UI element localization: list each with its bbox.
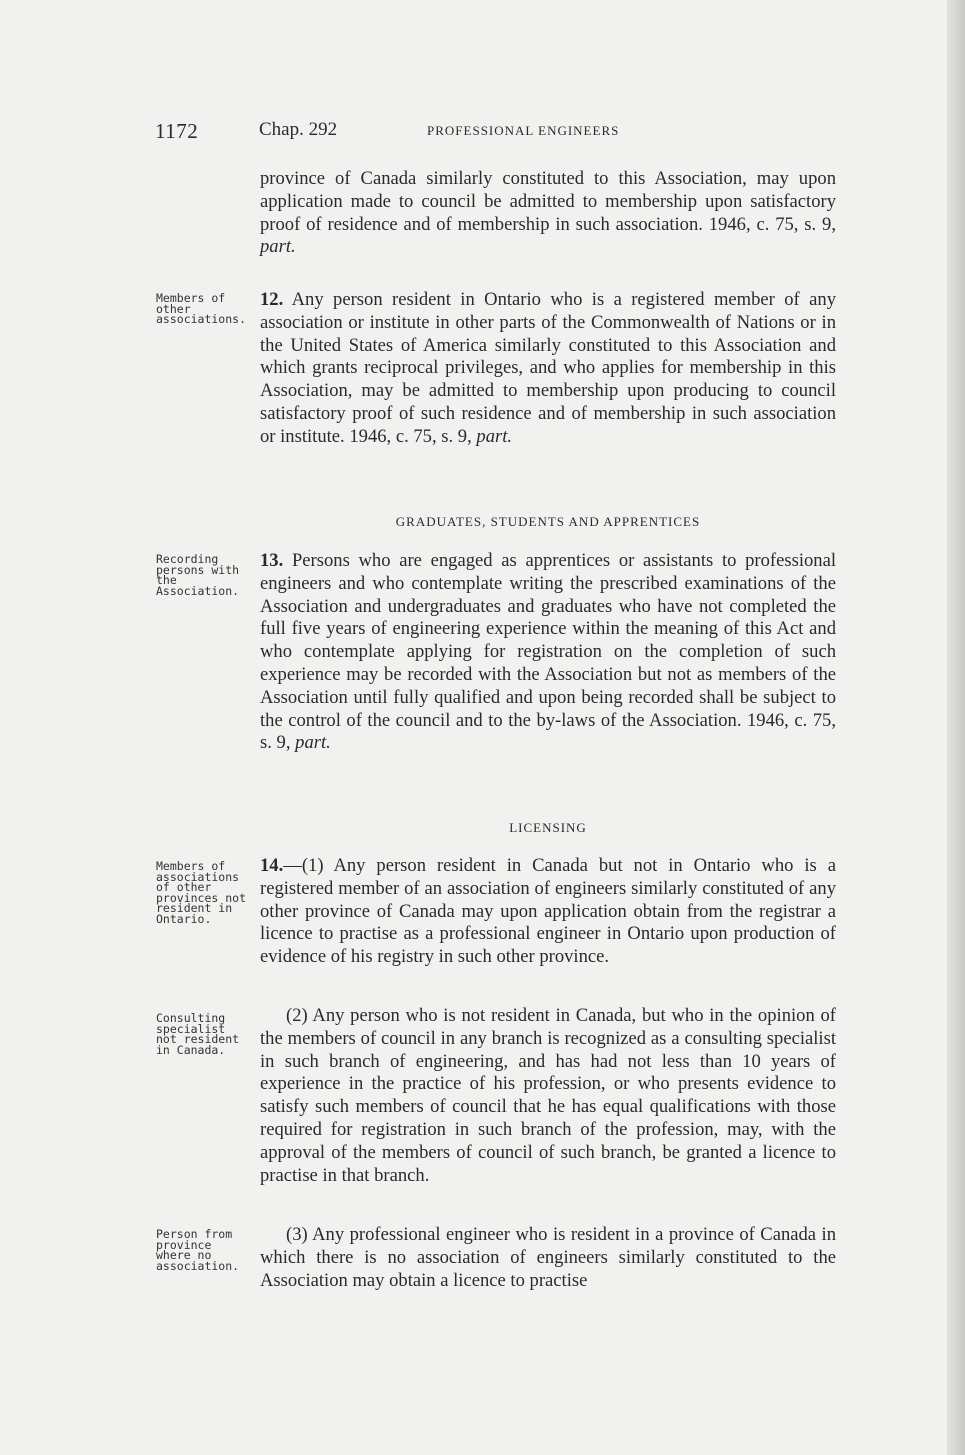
page-number: 1172 xyxy=(155,119,199,143)
page-edge-shadow xyxy=(947,0,965,1455)
heading-licensing: LICENSING xyxy=(509,820,587,835)
section-12 xyxy=(260,289,836,449)
part-citation: part. xyxy=(295,732,331,754)
running-title: PROFESSIONAL ENGINEERS xyxy=(427,123,620,138)
section-text: (3) Any professional engineer who is resident in a province of Canada in which there is no association of engineers similarly constituted to the Association may obtain a licence to practise xyxy=(260,1224,836,1291)
margin-note-members-other-provinces: Members of associations of other provinces not resident in Ontario. xyxy=(156,859,247,926)
section-number: 14. xyxy=(260,855,284,876)
page-header xyxy=(155,119,845,145)
section-14-subsection-1 xyxy=(260,855,836,969)
heading-graduates-students-apprentices: GRADUATES, STUDENTS AND APPRENTICES xyxy=(395,514,701,529)
section-text: Any person resident in Ontario who is a registered member of any association or institute in other parts of the Commonwealth of Nations or in the United States of America similarly constituted to this Association and which grants reciprocal privileges, and who applies for membership in this Association, may be admitted to membership upon producing to council satisfactory proof of such residence and of membership in such association or institute. 1946, c. 75, s. 9, xyxy=(260,289,836,447)
chapter-label: Chap. 292 xyxy=(259,119,338,140)
section-13 xyxy=(260,550,836,755)
section-text: Persons who are engaged as apprentices or assistants to professional engineers and who contemplate writing the prescribed examinations of the Association and undergraduates and graduates who have not completed the full five years of engineering experience within the meaning of this Act and who contemplate applying for registration on the completion of such experience may be recorded with the Association but not as members of the Association until fully qualified and upon being recorded shall be subject to the control of the council and to the by-laws of the Association. 1946, c. 75, s. 9, xyxy=(260,550,836,754)
part-citation: part. xyxy=(260,236,296,258)
section-number: 13. xyxy=(260,550,284,571)
section-11-continuation xyxy=(260,168,836,259)
margin-note-consulting-specialist: Consulting specialist not resident in Canada. xyxy=(156,1011,240,1057)
section-14-subsection-2 xyxy=(260,1005,836,1187)
section-text: (2) Any person who is not resident in Canada, but who in the opinion of the members of council in any branch is recognized as a consulting specialist in such branch of engineering, and has had not less than 10 years of experience in the practice of his profession, or who presents evidence to satisfy such members of council that he has equal qualifications with those required for registration in such branch of the profession, may, with the approval of the members of council of such branch, be granted a licence to practise in that branch. xyxy=(260,1005,836,1186)
section-14-subsection-3 xyxy=(260,1224,836,1292)
section-text: province of Canada similarly constituted to this Association, may upon application made to council be admitted to membership upon satisfactory proof of residence and of membership in such association. 1946, c. 75, s. 9, xyxy=(260,168,836,235)
margin-note-person-from-province: Person from province where no association. xyxy=(156,1227,240,1273)
margin-note-recording-persons: Recording persons with the Association. xyxy=(156,552,240,598)
margin-note-members-other-associations: Members of other associations. xyxy=(156,291,247,326)
section-text: —(1) Any person resident in Canada but not in Ontario who is a registered member of an association of engineers similarly constituted of any other province of Canada may upon application obtain from the registrar a licence to practise as a professional engineer in Ontario upon production of evidence of his registry in such other province. xyxy=(260,855,836,968)
section-number: 12. xyxy=(260,289,284,310)
part-citation: part. xyxy=(476,425,513,447)
